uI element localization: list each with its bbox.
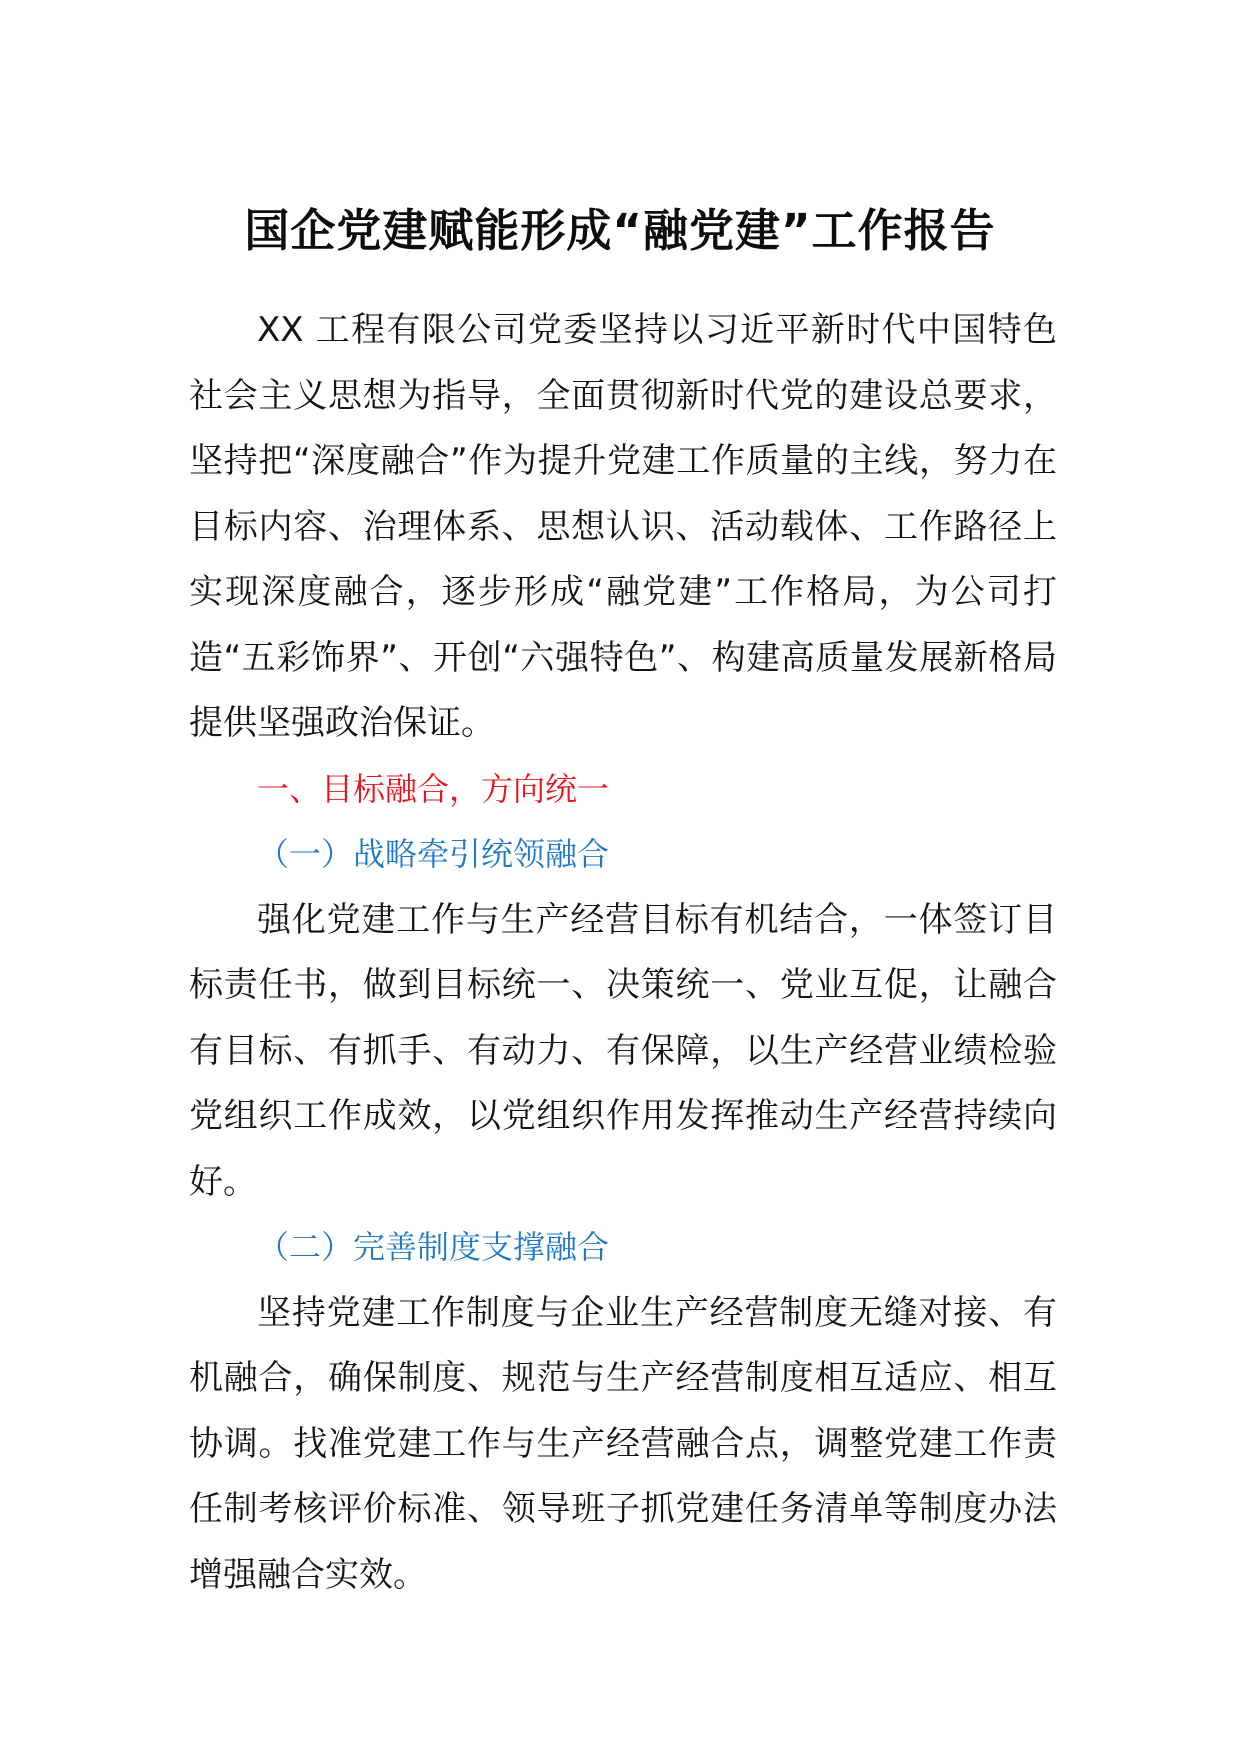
subsection-heading-2: （二）完善制度支撑融合	[257, 1228, 610, 1266]
intro-paragraph: XX 工程有限公司党委坚持以习近平新时代中国特色社会主义思想为指导，全面贯彻新时代党的建设总要求，坚持把“深度融合”作为提升党建工作质量的主线，努力在目标内容、治理体系、思想认识、活动载体、工作路径上实现深度融合，逐步形成“融党建”工作格局，为公司打造“五彩饰界”、开创“六强特色”、构建高质量发展新格局提供坚强政治保证。	[189, 310, 1057, 743]
section-heading-1: 一、目标融合，方向统一	[257, 769, 610, 808]
subsection-heading-1: （一）战略牵引统领融合	[257, 835, 610, 873]
document-body	[189, 298, 1057, 1608]
subsection-2-paragraph: 坚持党建工作制度与企业生产经营制度无缝对接、有机融合，确保制度、规范与生产经营制度相互适应、相互协调。找准党建工作与生产经营融合点，调整党建工作责任制考核评价标准、领导班子抓党建任务清单等制度办法增强融合实效。	[189, 1292, 1057, 1595]
subsection-1-paragraph: 强化党建工作与生产经营目标有机结合，一体签订目标责任书，做到目标统一、决策统一、党业互促，让融合有目标、有抓手、有动力、有保障，以生产经营业绩检验党组织工作成效，以党组织作用发挥推动生产经营持续向好。	[189, 899, 1057, 1202]
document-title: 国企党建赋能形成“融党建”工作报告	[244, 204, 996, 257]
